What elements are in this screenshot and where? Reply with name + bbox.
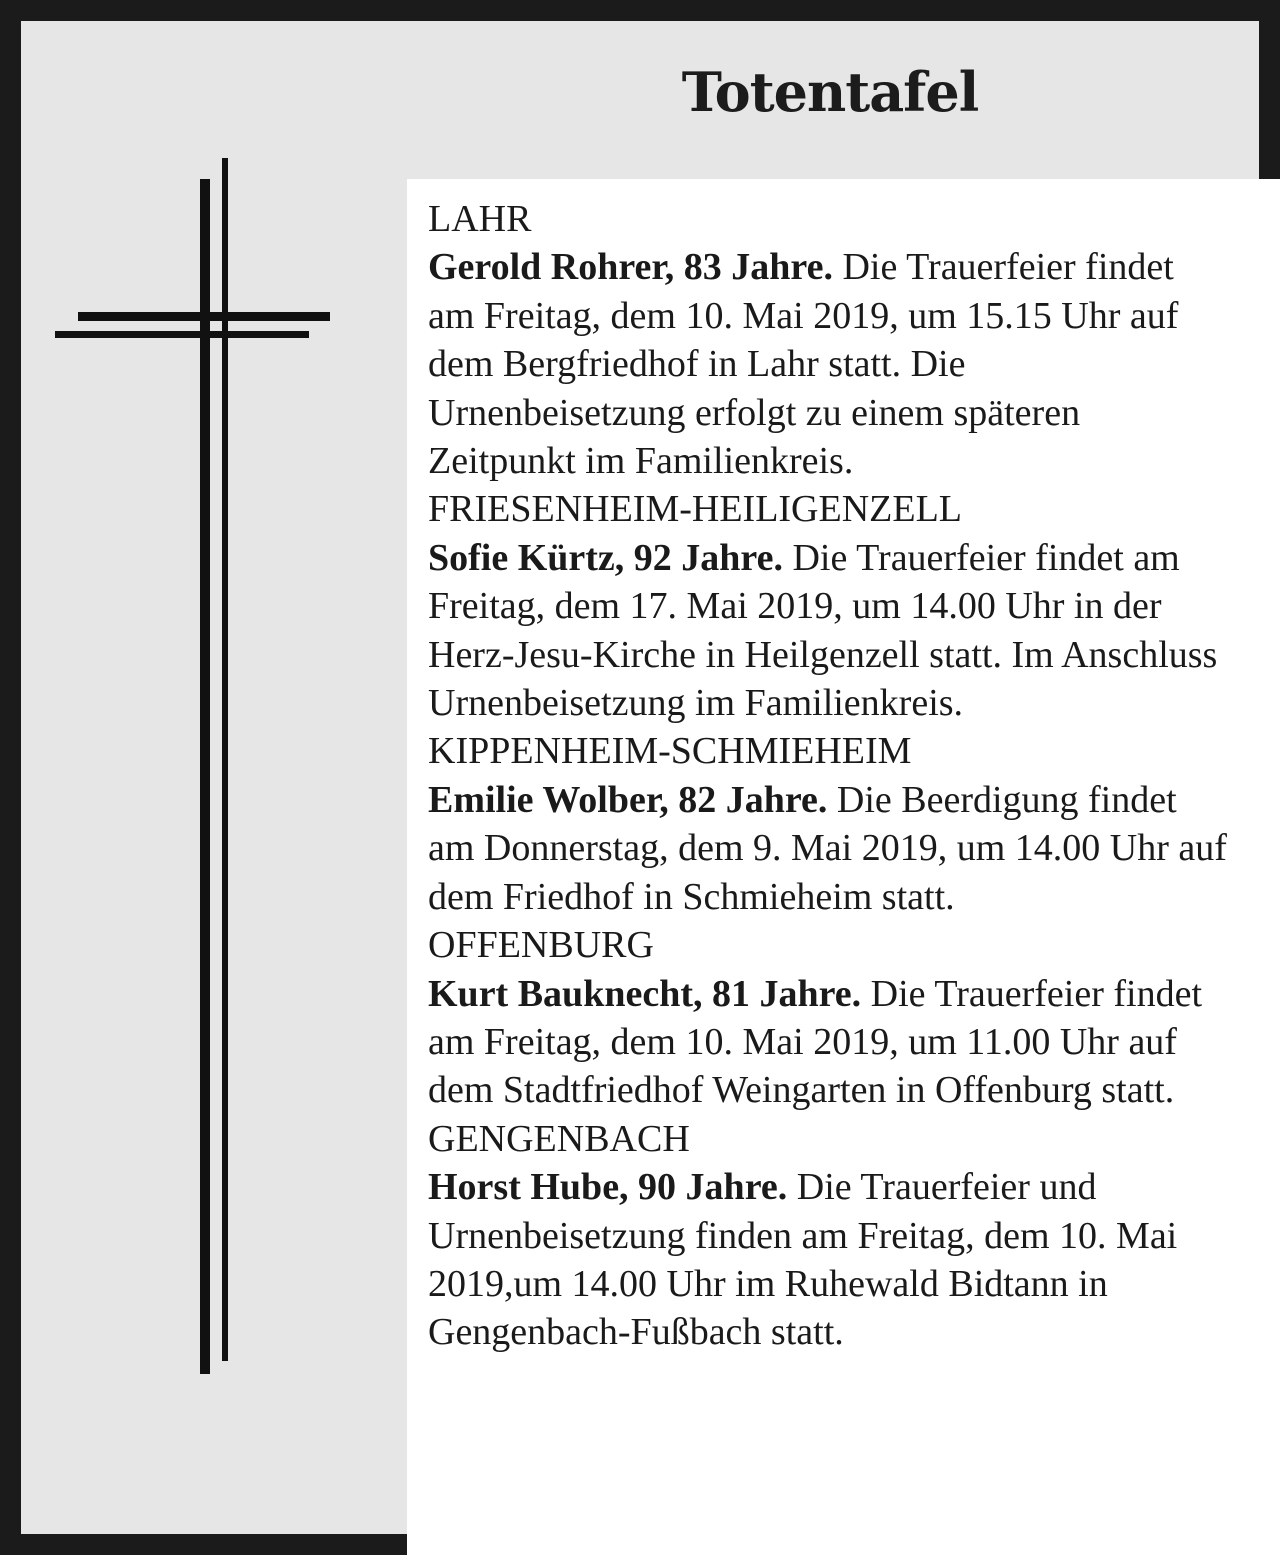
notice-name: Sofie Kürtz, 92 Jahre.: [428, 536, 783, 579]
notice-place: GENGENBACH: [428, 1117, 690, 1160]
notice-name: Horst Hube, 90 Jahre.: [428, 1166, 788, 1209]
notice-text: Die Trauerfeier und Urnenbeisetzung finden am Freitag, dem 10. Mai 2019,um 14.00 Uhr im Ruhewald Bidtann in Gengenbach-Fußbach statt.: [428, 1166, 1178, 1354]
notice-text: Die Trauerfeier findet am Freitag, dem 10. Mai 2019, um 11.00 Uhr auf dem Stadtfriedhof Weingarten in Offenburg statt.: [428, 972, 1203, 1112]
notice-name: Gerold Rohrer, 83 Jahre.: [428, 246, 833, 289]
page-title: Totentafel: [681, 60, 979, 124]
notice-item: [428, 195, 1228, 485]
cross-vertical-bar-right: [222, 158, 228, 1361]
notice-item: [428, 485, 1228, 727]
notice-name: Emilie Wolber, 82 Jahre.: [428, 778, 828, 821]
notice-item: [428, 921, 1228, 1115]
cross-vertical-bar-left: [200, 179, 210, 1374]
cross-horizontal-bar-top: [78, 312, 330, 321]
cross-horizontal-bar-bottom: [55, 331, 309, 338]
cross-icon: [0, 0, 386, 1555]
notice-list: [428, 195, 1228, 1357]
notice-body: [428, 1163, 1228, 1357]
notice-item: [428, 727, 1228, 921]
notice-item: [428, 1115, 1228, 1357]
notice-body: [428, 970, 1228, 1115]
notice-body: [428, 243, 1228, 485]
notice-body: [428, 776, 1228, 921]
notice-place: LAHR: [428, 198, 532, 240]
notice-text: Die Beerdigung findet am Donnerstag, dem 9. Mai 2019, um 14.00 Uhr auf dem Friedhof in Schmieheim statt.: [428, 778, 1227, 918]
notice-place: FRIESENHEIM-HEILIGENZELL: [428, 488, 963, 531]
notice-place: OFFENBURG: [428, 924, 654, 967]
notice-text: Die Trauerfeier findet am Freitag, dem 17. Mai 2019, um 14.00 Uhr in der Herz-Jesu-Kirche in Heilgenzell statt. Im Anschluss Urnenbeisetzung im Familienkreis.: [428, 536, 1218, 725]
notice-text: Die Trauerfeier findet am Freitag, dem 10. Mai 2019, um 15.15 Uhr auf dem Bergfriedhof in Lahr statt. Die Urnenbeisetzung erfolgt zu einem späteren Zeitpunkt im Familienkreis.: [428, 246, 1179, 483]
notice-name: Kurt Bauknecht, 81 Jahre.: [428, 972, 862, 1015]
notice-place: KIPPENHEIM-SCHMIEHEIM: [428, 730, 912, 773]
notice-body: [428, 534, 1228, 728]
